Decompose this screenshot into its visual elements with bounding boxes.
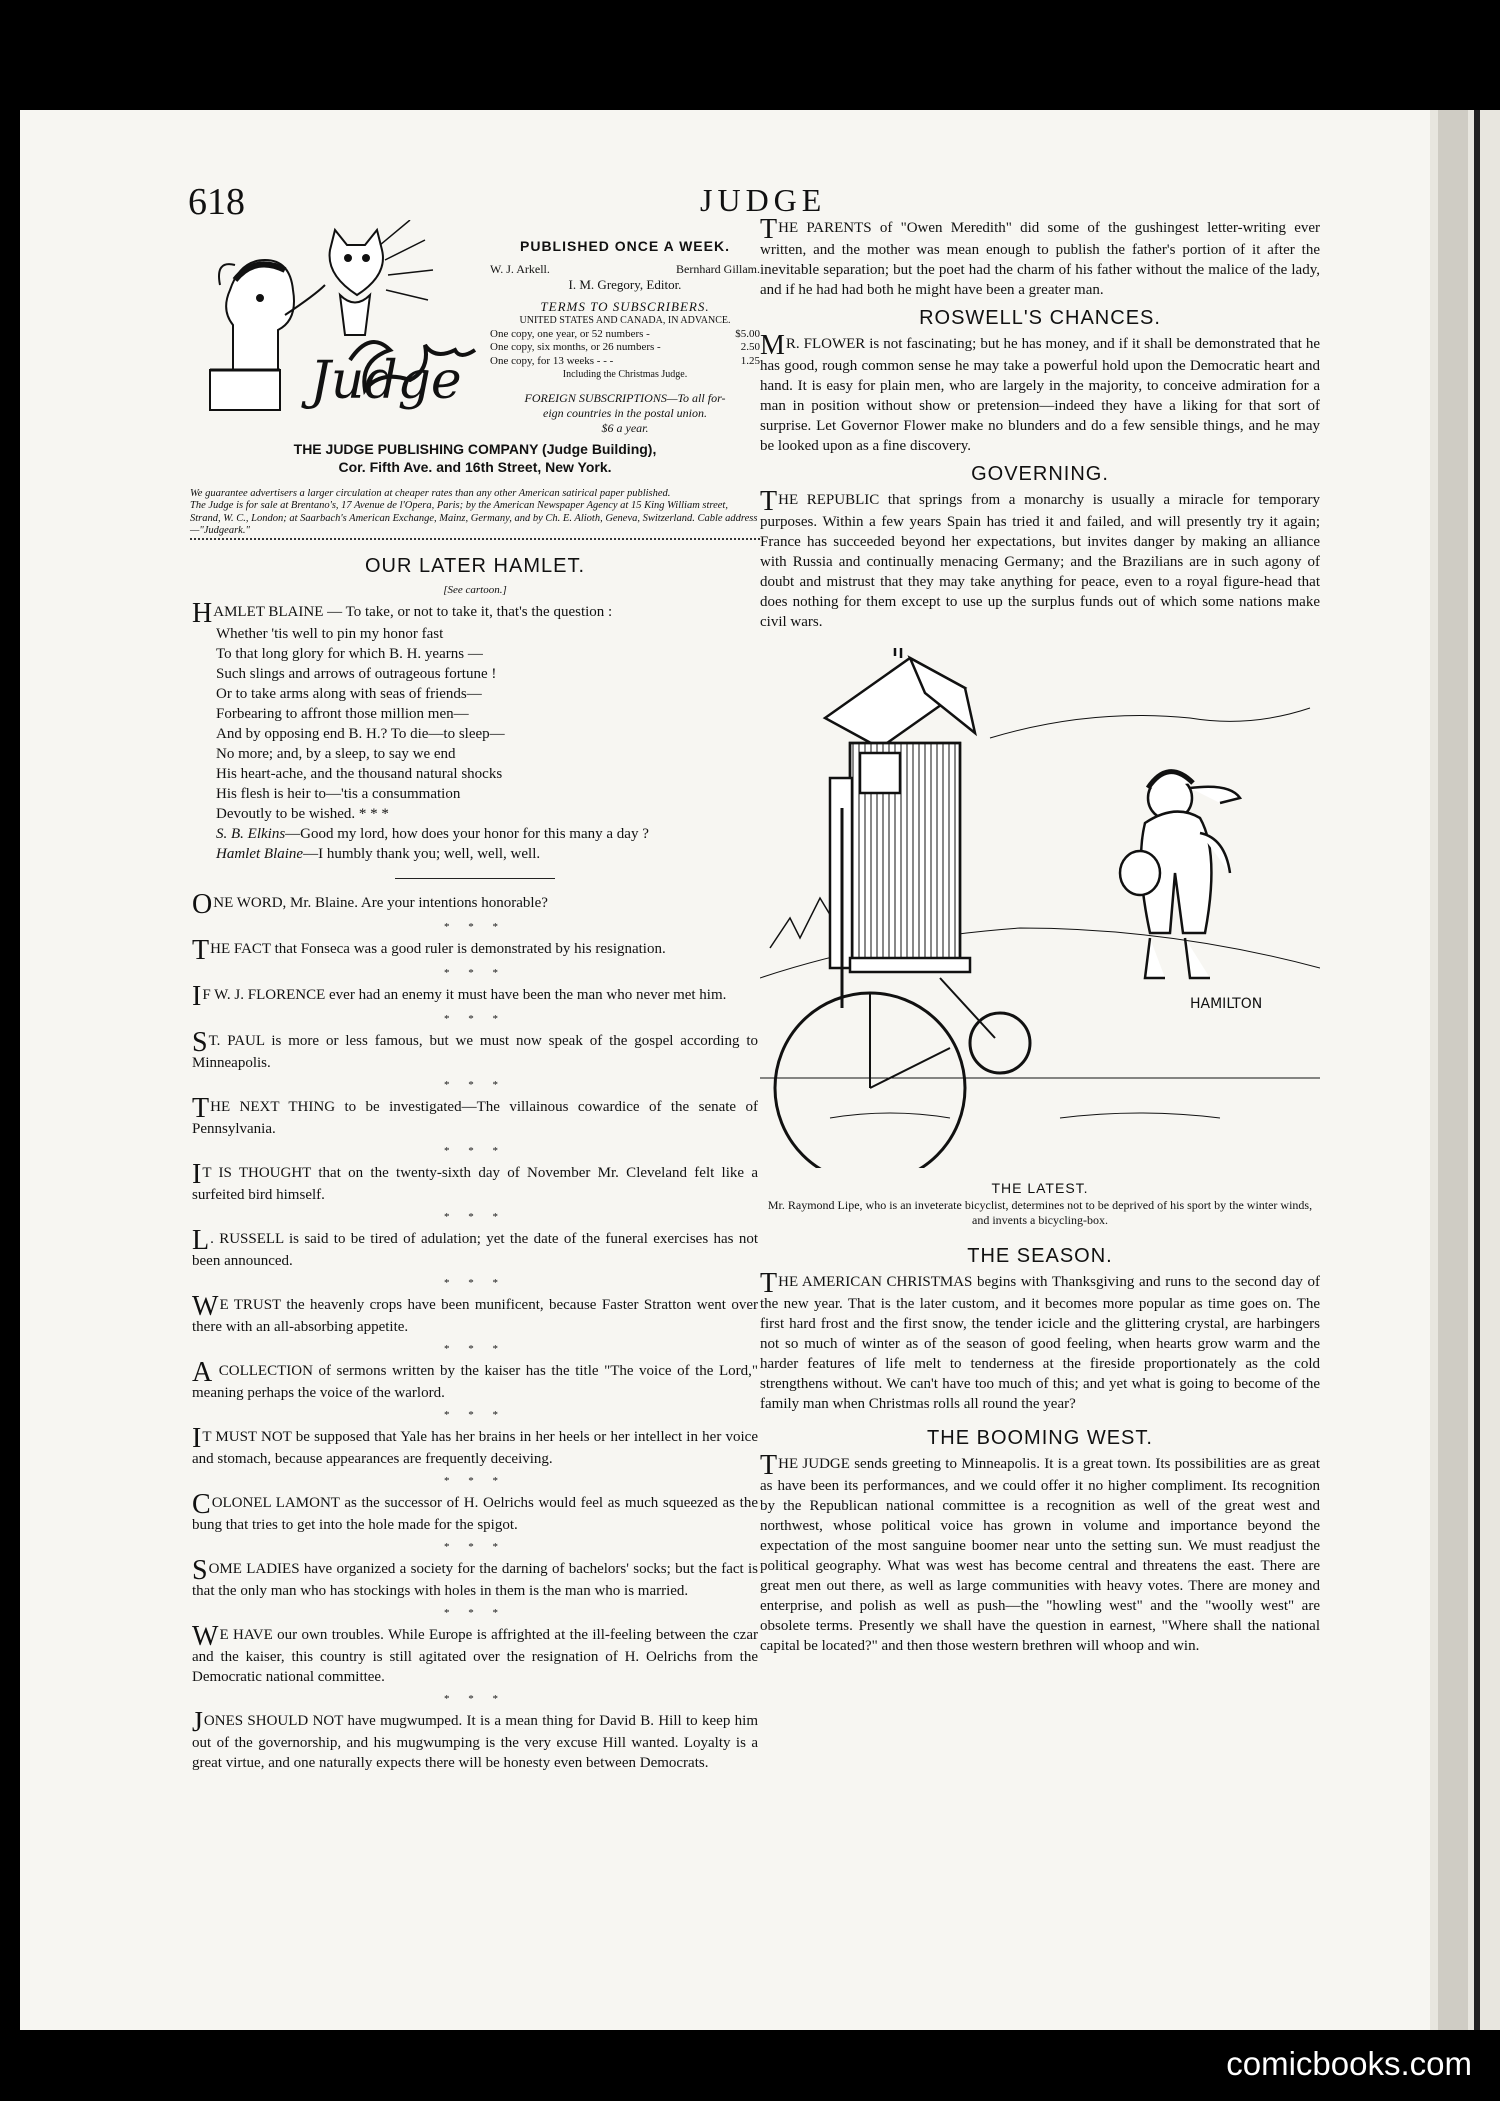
separator-stars: * * *	[444, 1475, 506, 1487]
blaine-line: Hamlet Blaine—I humbly thank you; well, well, well.	[216, 846, 541, 862]
foreign-line-2: eign countries in the postal union.	[543, 406, 707, 421]
drop-cap: H	[192, 598, 213, 629]
publisher-name: THE JUDGE PUBLISHING COMPANY (Judge Building),	[293, 441, 657, 457]
staff-left: W. J. Arkell.	[490, 261, 550, 276]
terms-region: UNITED STATES AND CANADA, IN ADVANCE.	[519, 315, 731, 326]
published-weekly: PUBLISHED ONCE A WEEK.	[520, 238, 730, 254]
paragraph: L. RUSSELL is said to be tired of adulation; yet the date of the funeral exercises has not been announced.	[192, 1225, 758, 1269]
separator-stars: * * *	[444, 1693, 506, 1705]
next-page-edge	[1430, 110, 1500, 2030]
paragraph: IT IS THOUGHT that on the twenty-sixth day of November Mr. Cleveland felt like a surfeited bird himself.	[192, 1159, 758, 1203]
separator-stars: * * *	[444, 1145, 506, 1157]
verse-line: And by opposing end B. H.? To die—to sleep—	[216, 726, 505, 742]
price-row: One copy, for 13 weeks - - - 1.25	[490, 355, 760, 367]
svg-text:Judge: Judge	[310, 351, 462, 411]
verse-line: No more; and, by a sleep, to say we end	[216, 746, 456, 762]
verse-line: Whether 'tis well to pin my honor fast	[216, 626, 444, 642]
paragraph: ONE WORD, Mr. Blaine. Are your intentions honorable?	[192, 889, 548, 920]
price-row: One copy, one year, or 52 numbers - $5.00	[490, 327, 760, 340]
verse-line: Or to take arms along with seas of friends—	[216, 686, 482, 702]
right-column	[760, 214, 1320, 1658]
verse-line: To that long glory for which B. H. yearns —	[216, 646, 483, 662]
publisher-address: Cor. Fifth Ave. and 16th Street, New York.	[338, 459, 612, 476]
hamlet-title: OUR LATER HAMLET.	[365, 555, 585, 577]
separator-stars: * * *	[444, 921, 506, 933]
staff-right: Bernhard Gillam.	[676, 261, 760, 276]
governing-paragraph: THE REPUBLIC that springs from a monarchy is usually a miracle for temporary purposes. Within a few years Spain has tried it and failed, and will presently try it again; France has succeeded beyond her expectations, but invites danger by making an alliance with Russia and continually menacing Germany; and the Brazilians are in such agony of doubt and mistrust that they may take anything for peace, even to a royal figure-head that does nothing for them except to use up the surplus funds out of which some nations make civil wars.	[760, 486, 1320, 630]
season-title: THE SEASON.	[967, 1245, 1113, 1267]
masthead-logo-illustration	[190, 220, 490, 420]
paragraph: JONES SHOULD NOT have mugwumped. It is a mean thing for David B. Hill to keep him out of the governorship, and his mugwumping is the very excuse Hill wanted. Loyalty is a great virtue, and one naturally expects there will be honesty even between Democrats.	[192, 1707, 758, 1771]
verse-line: Forbearing to affront those million men—	[216, 706, 469, 722]
artist-signature: HAMILTON	[1190, 996, 1263, 1012]
elkins-line: S. B. Elkins—Good my lord, how does your honor for this many a day ?	[216, 826, 649, 842]
magazine-page	[20, 110, 1430, 2030]
separator-stars: * * *	[444, 1013, 506, 1025]
staff-row	[490, 262, 760, 277]
terms-title: TERMS TO SUBSCRIBERS.	[540, 298, 710, 314]
paragraph: THE NEXT THING to be investigated—The villainous cowardice of the senate of Pennsylvania.	[192, 1093, 758, 1137]
sales-note: The Judge is for sale at Brentano's, 17 Avenue de l'Opera, Paris; by the American Newspaper Agency at 15 King William street, Strand, W. C., London; at Saarbach's American Exchange, Mainz, Germany, and by Ch. E. Alioth, Geneva, Switzerland. Cable address—"Judgeark."	[190, 500, 758, 537]
verse-line: His flesh is heir to—'tis a consummation	[216, 786, 461, 802]
paragraph: IF W. J. FLORENCE ever had an enemy it must have been the man who never met him.	[192, 981, 727, 1012]
verse-line: His heart-ache, and the thousand natural shocks	[216, 766, 503, 782]
verse-line: Devoutly to be wished. * * *	[216, 806, 389, 822]
editor-line: I. M. Gregory, Editor.	[568, 276, 682, 292]
left-column	[192, 548, 758, 1775]
roswell-paragraph: MR. FLOWER is not fascinating; but he has money, and if it shall be demonstrated that he has good, rough common sense he may take a powerful hold upon the Democratic heart and hand. It is easy for plain men, who are largely in the majority, to conceive admiration for a man in position without show or pretension—indeed they have a liking for that sort of surprise. Let Governor Flower make no blunders and do a few sensible things, and he may be looked upon as a fine discovery.	[760, 330, 1320, 454]
west-paragraph: THE JUDGE sends greeting to Minneapolis. It is a great town. Its possibilities are as great as have been its performances, and we could offer it no higher compliment. Its recognition by the Republican national committee is a recognition as well of the great west and northwest, whose political voice has grown in volume and importance beyond the expectation of the most sanguine boomer near unto the setting sun. We must readjust the political geography. What was west has become central and threatens the east. There are great men out there, as well as large communities with heavy votes. There are money and enterprise, and polish as well as push—the "howling west" and the "woolly west" are obsolete terms. Presently we shall have the question in earnest, "Where shall the national capital be located?" and then those western brethren will whoop and win.	[760, 1450, 1320, 1654]
separator-stars: * * *	[444, 967, 506, 979]
paragraph: ST. PAUL is more or less famous, but we must now speak of the gospel according to Minneapolis.	[192, 1027, 758, 1071]
advertiser-note: We guarantee advertisers a larger circulation at cheaper rates than any other American satirical paper published.	[190, 488, 671, 499]
west-title: THE BOOMING WEST.	[927, 1427, 1153, 1449]
running-title: JUDGE	[700, 182, 827, 218]
foreign-line-1: FOREIGN SUBSCRIPTIONS—To all for-	[524, 391, 726, 406]
bicycling-box-cartoon	[760, 648, 1320, 1168]
roswell-title: ROSWELL'S CHANCES.	[919, 307, 1161, 329]
separator-stars: * * *	[444, 1277, 506, 1289]
paragraph: SOME LADIES have organized a society for the darning of bachelors' socks; but the fact is that the only man who has stockings with holes in them is the man who is married.	[192, 1555, 758, 1599]
hamlet-verse	[192, 598, 758, 864]
parents-paragraph: THE PARENTS of "Owen Meredith" did some of the gushingest letter-writing ever written, and the mother was mean enough to publish the father's portion of it after the inevitable separation; but the poet had the charm of his father without the malice of the lady, and if he had had both he might have been a greater man.	[760, 214, 1320, 298]
separator-stars: * * *	[444, 1409, 506, 1421]
separator-stars: * * *	[444, 1607, 506, 1619]
including-note: Including the Christmas Judge.	[562, 368, 688, 380]
governing-title: GOVERNING.	[971, 463, 1109, 485]
separator-stars: * * *	[444, 1211, 506, 1223]
masthead-divider	[190, 530, 760, 540]
paragraph: A COLLECTION of sermons written by the kaiser has the title "The voice of the Lord," meaning perhaps the voice of the warlord.	[192, 1357, 758, 1401]
paragraph: WE HAVE our own troubles. While Europe is affrighted at the ill-feeling between the czar and the kaiser, this country is still agitated over the resignation of H. Oelrichs from the Democratic national committee.	[192, 1621, 758, 1685]
separator-stars: * * *	[444, 1343, 506, 1355]
verse-first-line: AMLET BLAINE — To take, or not to take it, that's the question :	[213, 604, 613, 620]
section-rule	[395, 878, 555, 879]
separator-stars: * * *	[444, 1079, 506, 1091]
foreign-price: $6 a year.	[601, 421, 649, 436]
paragraph: COLONEL LAMONT as the successor of H. Oelrichs would feel as much squeezed as the bung that tries to get into the hole made for the spigot.	[192, 1489, 758, 1533]
see-cartoon: [See cartoon.]	[443, 584, 507, 596]
paragraph: IT MUST NOT be supposed that Yale has her brains in her heels or her intellect in her voice and stomach, because appearances are frequently deceiving.	[192, 1423, 758, 1467]
cartoon-caption: Mr. Raymond Lipe, who is an inveterate bicyclist, determines not to be deprived of his sport by the winter winds, and invents a bicycling-box.	[767, 1198, 1313, 1227]
cartoon-title: THE LATEST.	[991, 1180, 1089, 1196]
price-row: One copy, six months, or 26 numbers - 2.50	[490, 341, 760, 354]
paragraph: WE TRUST the heavenly crops have been munificent, because Faster Stratton went over there with an all-absorbing appetite.	[192, 1291, 758, 1335]
watermark: comicbooks.com	[1226, 2045, 1472, 2082]
season-paragraph: THE AMERICAN CHRISTMAS begins with Thanksgiving and runs to the second day of the new year. That is the later custom, and it becomes more popular as time goes on. The first hard frost and the first snow, the tender icicle and the glittering crystal, are harbingers not so much of winter as of the season of good feeling, when hearts grow warm and the harder features of life melt to tenderness at the fireside proportionately as the cold strengthens without. We can't have too much of this; and yet what is going to become of the family man when Christmas rolls all round the year?	[760, 1268, 1320, 1412]
verse-line: Such slings and arrows of outrageous fortune !	[216, 666, 497, 682]
publisher-block	[190, 440, 760, 476]
masthead-info	[490, 220, 760, 436]
paragraph: THE FACT that Fonseca was a good ruler is demonstrated by his resignation.	[192, 935, 666, 966]
separator-stars: * * *	[444, 1541, 506, 1553]
masthead	[190, 220, 760, 537]
page-number: 618	[188, 181, 245, 223]
